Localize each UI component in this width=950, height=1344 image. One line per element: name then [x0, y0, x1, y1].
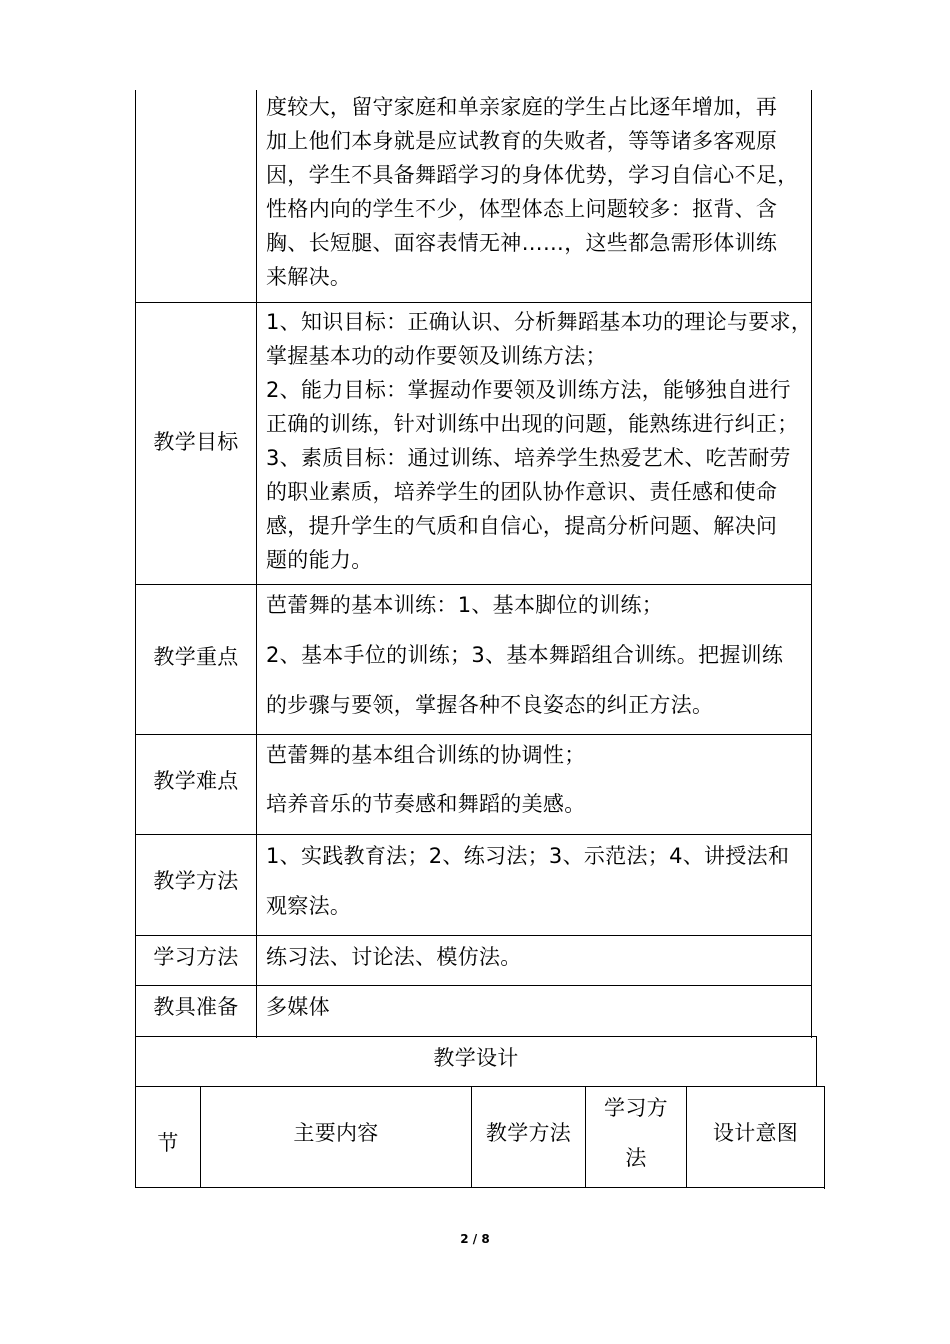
difficulties-label: 教学难点	[153, 769, 239, 793]
learning-methods-value: 练习法、讨论法、模仿法。	[266, 945, 522, 969]
text-line: 度较大，留守家庭和单亲家庭的学生占比逐年增加，再	[266, 95, 778, 119]
methods-label: 教学方法	[153, 869, 239, 893]
page-number: 2 / 8	[460, 1232, 490, 1246]
row-divider	[135, 985, 812, 986]
text-line: 掌握基本功的动作要领及训练方法；	[266, 344, 607, 368]
methods-line: 观察法。	[266, 894, 352, 918]
methods-line: 1、实践教育法；2、练习法；3、示范法；4、讲授法和	[266, 844, 790, 868]
text-line: 2、能力目标：掌握动作要领及训练方法，能够独自进行	[266, 378, 791, 402]
text-line: 因，学生不具备舞蹈学习的身体优势，学习自信心不足，	[266, 163, 799, 187]
difficulties-line: 芭蕾舞的基本组合训练的协调性；	[266, 743, 586, 767]
header-learning-method-line1: 学习方	[604, 1096, 668, 1120]
text-line: 来解决。	[266, 265, 352, 289]
text-line: 1、知识目标：正确认识、分析舞蹈基本功的理论与要求，	[266, 310, 813, 334]
goals-content	[266, 305, 812, 577]
key-points-line: 芭蕾舞的基本训练：1、基本脚位的训练；	[266, 593, 664, 617]
text-line: 加上他们本身就是应试教育的失败者，等等诸多客观原	[266, 129, 778, 153]
intro-paragraph	[266, 90, 799, 294]
text-line: 正确的训练，针对训练中出现的问题，能熟练进行纠正；	[266, 412, 799, 436]
row-divider	[135, 935, 812, 936]
text-line: 题的能力。	[266, 548, 373, 572]
design-right-border	[824, 1086, 825, 1189]
text-line: 胸、长短腿、面容表情无神……，这些都急需形体训练	[266, 231, 778, 255]
header-teaching-method: 教学方法	[485, 1121, 572, 1145]
row-divider	[135, 1036, 817, 1037]
text-line: 3、素质目标：通过训练、培养学生热爱艺术、吃苦耐劳	[266, 446, 791, 470]
header-section: 节	[157, 1131, 179, 1155]
label-column-divider	[256, 90, 257, 1038]
header-learning-method-line2: 法	[625, 1146, 647, 1170]
text-line: 的职业素质，培养学生的团队协作意识、责任感和使命	[266, 480, 778, 504]
design-title-right-border	[816, 1036, 817, 1087]
header-design-intent: 设计意图	[712, 1121, 799, 1145]
header-main-content: 主要内容	[293, 1121, 379, 1145]
materials-value: 多媒体	[266, 995, 330, 1019]
row-divider	[135, 584, 812, 585]
difficulties-line: 培养音乐的节奏感和舞蹈的美感。	[266, 792, 586, 816]
row-divider	[135, 302, 812, 303]
key-points-line: 的步骤与要领，掌握各种不良姿态的纠正方法。	[266, 693, 714, 717]
materials-label: 教具准备	[153, 995, 239, 1019]
row-divider	[135, 734, 812, 735]
design-title: 教学设计	[433, 1046, 519, 1070]
row-divider	[135, 1086, 825, 1087]
row-divider	[135, 834, 812, 835]
key-points-line: 2、基本手位的训练；3、基本舞蹈组合训练。把握训练	[266, 643, 784, 667]
text-line: 感，提升学生的气质和自信心，提高分析问题、解决问	[266, 514, 778, 538]
learning-methods-label: 学习方法	[153, 945, 239, 969]
text-line: 性格内向的学生不少，体型体态上问题较多：抠背、含	[266, 197, 778, 221]
table-bottom-border	[135, 1187, 825, 1188]
goals-label: 教学目标	[153, 430, 239, 454]
key-points-label: 教学重点	[153, 645, 239, 669]
